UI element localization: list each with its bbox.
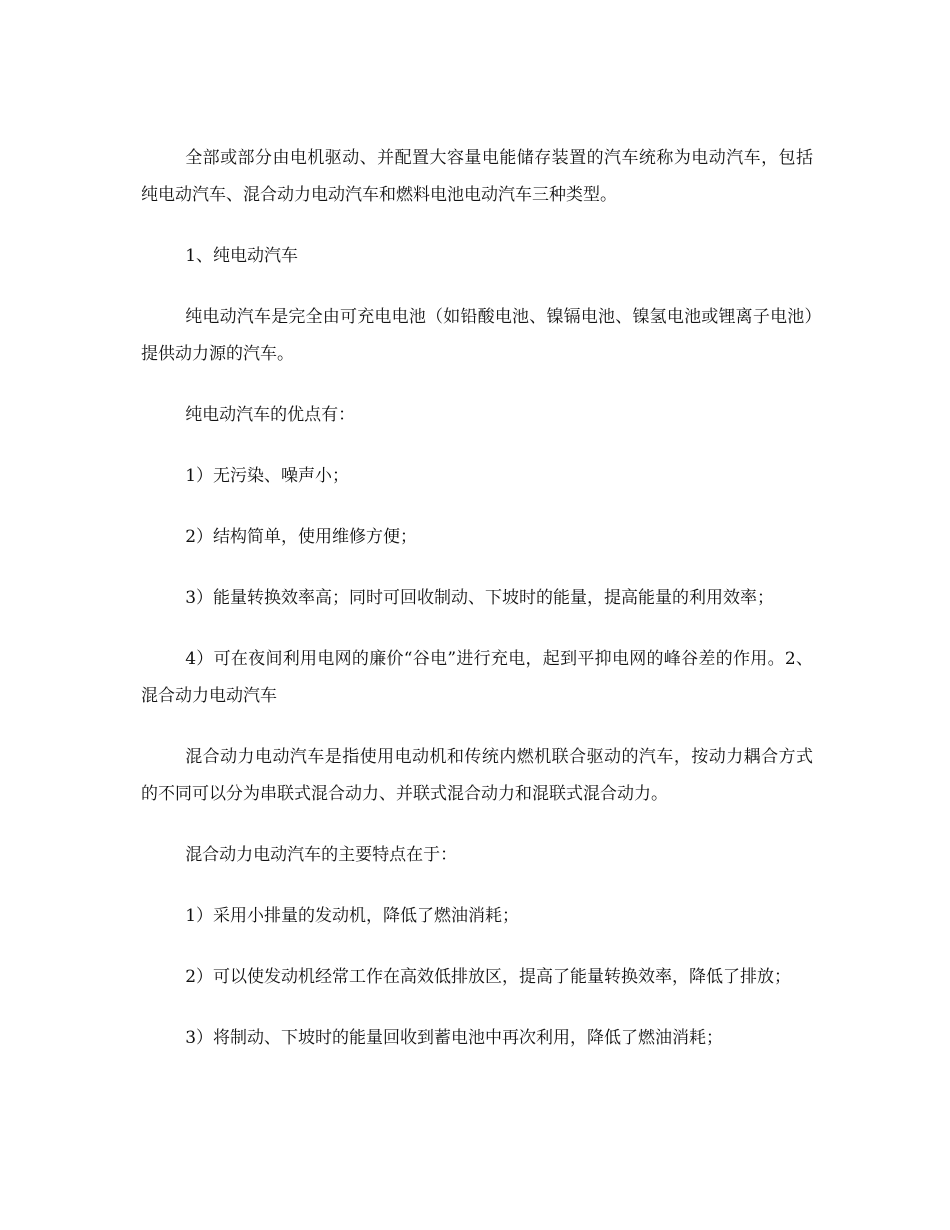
- document-body: [141, 140, 813, 1057]
- list-item: 3）将制动、下坡时的能量回收到蓄电池中再次利用，降低了燃油消耗；: [185, 1028, 724, 1048]
- list-item: 1）无污染、噪声小；: [185, 466, 350, 486]
- paragraph-intro: 全部或部分由电机驱动、并配置大容量电能储存装置的汽车统称为电动汽车，包括纯电动汽车、混合动力电动汽车和燃料电池电动汽车三种类型。: [141, 148, 813, 205]
- list-item: 4）可在夜间利用电网的廉价“谷电”进行充电，起到平抑电网的峰谷差的作用。2、混合动力电动汽车: [141, 649, 813, 706]
- list-item: 2）结构简单，使用维修方便；: [185, 527, 418, 547]
- list-item: 2）可以使发动机经常工作在高效低排放区，提高了能量转换效率，降低了排放；: [185, 967, 792, 987]
- list-item: 3）能量转换效率高；同时可回收制动、下坡时的能量，提高能量的利用效率；: [185, 588, 775, 608]
- paragraph-hybrid-features-lead: 混合动力电动汽车的主要特点在于：: [185, 845, 458, 865]
- section-heading-pure-ev: 1、纯电动汽车: [185, 246, 299, 266]
- paragraph-hybrid-definition: 混合动力电动汽车是指使用电动机和传统内燃机联合驱动的汽车，按动力耦合方式的不同可以分为串联式混合动力、并联式混合动力和混联式混合动力。: [141, 747, 813, 804]
- list-item: 1）采用小排量的发动机，降低了燃油消耗；: [185, 906, 520, 926]
- paragraph-pure-ev-definition: 纯电动汽车是完全由可充电电池（如铅酸电池、镍镉电池、镍氢电池或锂离子电池）提供动力源的汽车。: [141, 307, 813, 364]
- paragraph-pure-ev-advantages-lead: 纯电动汽车的优点有：: [185, 405, 356, 425]
